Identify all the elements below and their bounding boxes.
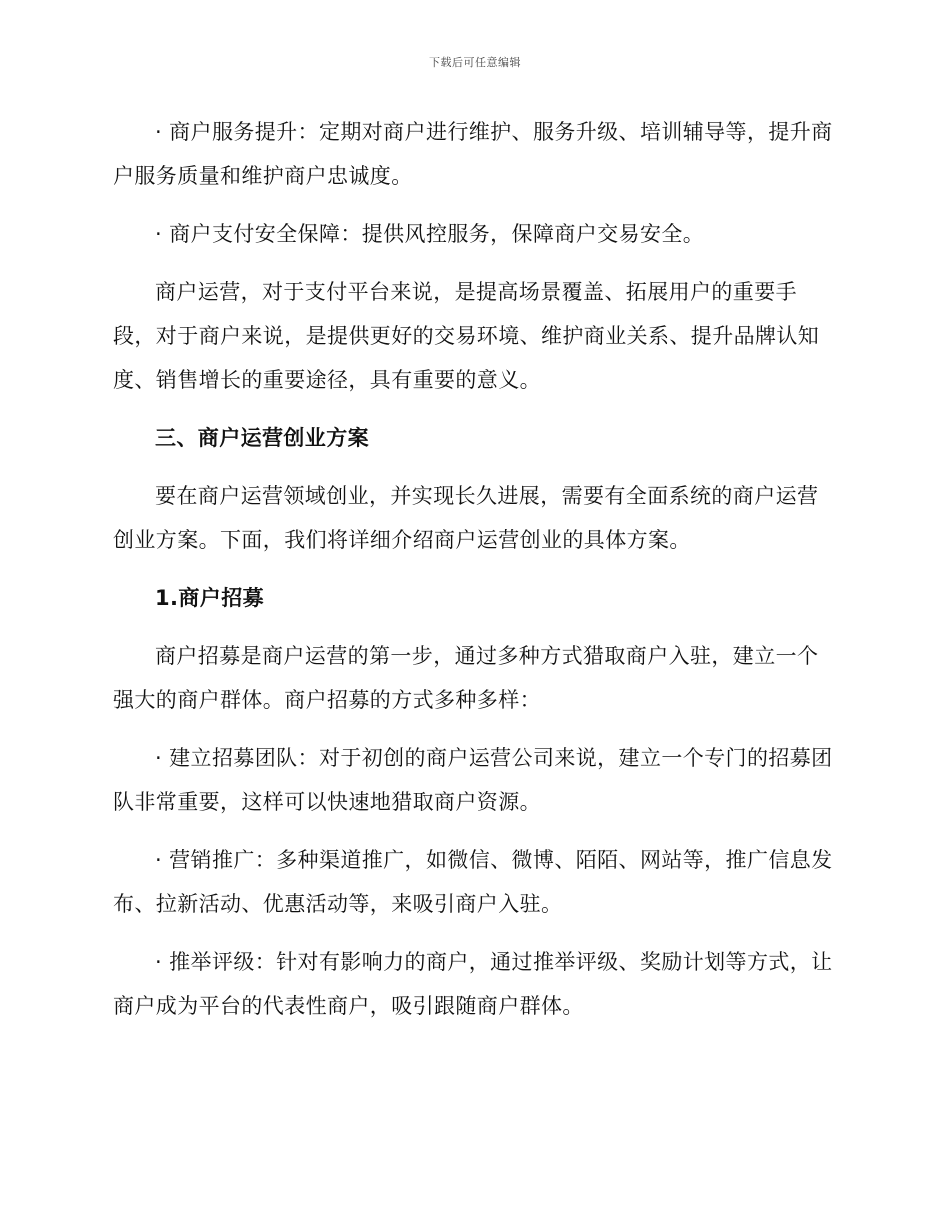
- bullet-recruitment-team: · 建立招募团队：对于初创的商户运营公司来说，建立一个专门的招募团队非常重要，这样可以快速地猎取商户资源。: [113, 746, 833, 814]
- paragraph-startup-plan-intro: 要在商户运营领域创业，并实现长久进展，需要有全面系统的商户运营创业方案。下面，我们将详细介绍商户运营创业的具体方案。: [113, 484, 819, 552]
- bullet-service-improvement: · 商户服务提升：定期对商户进行维护、服务升级、培训辅导等，提升商户服务质量和维护商户忠诚度。: [113, 120, 833, 188]
- section-heading-startup-plan: 三、商户运营创业方案: [155, 426, 369, 450]
- paragraph-merchant-operation-significance: 商户运营，对于支付平台来说，是提高场景覆盖、拓展用户的重要手段，对于商户来说，是提供更好的交易环境、维护商业关系、提升品牌认知度、销售增长的重要途径，具有重要的意义。: [113, 280, 820, 392]
- bullet-recommendation-rating: · 推举评级：针对有影响力的商户，通过推举评级、奖励计划等方式，让商户成为平台的代表性商户，吸引跟随商户群体。: [113, 950, 833, 1018]
- paragraph-recruitment-intro: 商户招募是商户运营的第一步，通过多种方式猎取商户入驻，建立一个强大的商户群体。商户招募的方式多种多样：: [113, 644, 819, 712]
- page-header: 下载后可任意编辑: [429, 56, 521, 69]
- subsection-heading-merchant-recruitment: 1.商户招募: [155, 586, 264, 610]
- document-body: [113, 110, 833, 1042]
- bullet-marketing-promotion: · 营销推广：多种渠道推广，如微信、微博、陌陌、网站等，推广信息发布、拉新活动、优惠活动等，来吸引商户入驻。: [113, 848, 833, 916]
- bullet-payment-security: · 商户支付安全保障：提供风控服务，保障商户交易安全。: [155, 222, 705, 246]
